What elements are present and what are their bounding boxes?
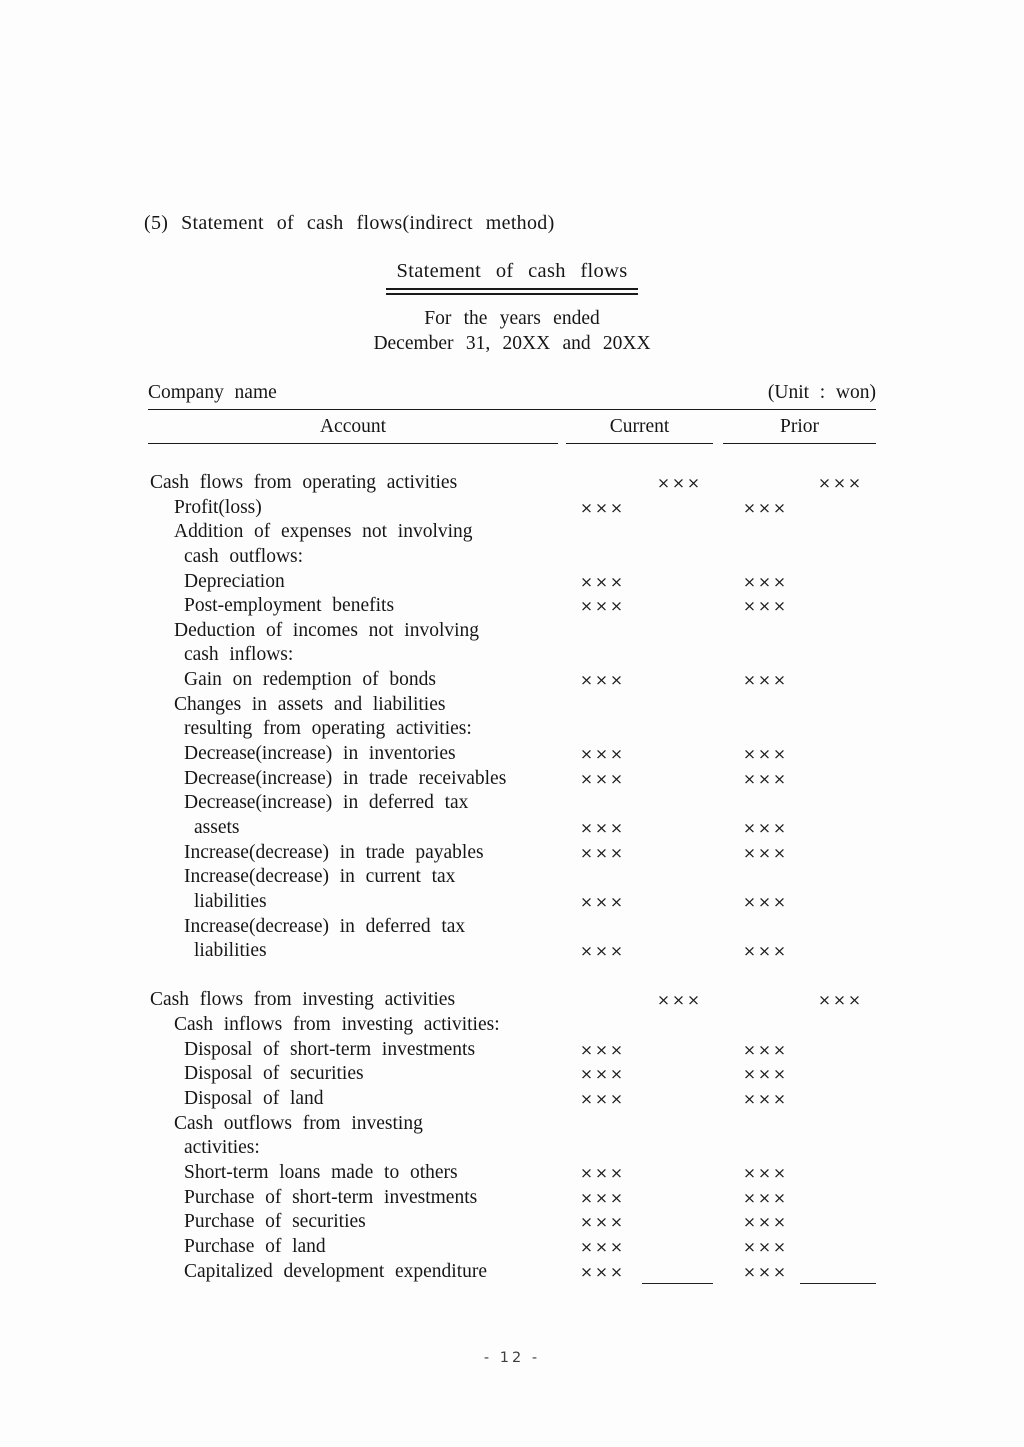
prior-total-amount (800, 1136, 876, 1161)
current-total-amount (642, 865, 713, 890)
account-label: liabilities (194, 940, 267, 962)
table-body (148, 471, 876, 1284)
table-row (148, 643, 876, 668)
account-label: Purchase of land (184, 1235, 326, 1257)
current-detail-amount: ××× (580, 1262, 625, 1281)
column-gap (713, 816, 723, 841)
table-row (148, 791, 876, 816)
current-total-amount (642, 742, 713, 767)
prior-detail-amount (723, 619, 800, 644)
section-heading: (5) Statement of cash flows(indirect method) (144, 212, 555, 234)
column-gap (558, 416, 566, 444)
column-header-current: Current (566, 416, 713, 444)
prior-total-amount (800, 841, 876, 866)
account-label: Depreciation (184, 570, 285, 592)
title-double-rule (386, 288, 638, 295)
table-row (148, 545, 876, 570)
current-detail-amount: ××× (580, 1237, 625, 1256)
current-detail-amount (566, 545, 642, 570)
prior-total-amount (800, 570, 876, 595)
prior-total-amount (800, 668, 876, 693)
current-total-amount (642, 520, 713, 545)
current-total-amount: ××× (657, 991, 702, 1010)
prior-detail-amount (723, 1013, 800, 1038)
prior-detail-amount: ××× (743, 892, 788, 911)
column-gap (713, 1087, 723, 1112)
prior-detail-amount (723, 1112, 800, 1137)
prior-detail-amount (723, 643, 800, 668)
prior-detail-amount (723, 471, 800, 496)
current-total-amount (642, 1161, 713, 1186)
prior-total-amount (800, 791, 876, 816)
column-gap (713, 1013, 723, 1038)
prior-total-amount (800, 545, 876, 570)
prior-total-amount (800, 520, 876, 545)
account-label: Decrease(increase) in deferred tax (184, 792, 469, 814)
prior-detail-amount: ××× (743, 1237, 788, 1256)
prior-detail-amount: ××× (743, 942, 788, 961)
current-detail-amount (566, 791, 642, 816)
account-label: cash outflows: (184, 545, 304, 567)
account-label: Deduction of incomes not involving (174, 619, 480, 641)
column-gap (713, 1112, 723, 1137)
current-total-amount (642, 841, 713, 866)
column-gap (713, 717, 723, 742)
account-label: Addition of expenses not involving (174, 521, 473, 543)
column-gap (713, 619, 723, 644)
prior-total-amount (800, 767, 876, 792)
current-detail-amount (566, 619, 642, 644)
table-row (148, 1087, 876, 1112)
table-row (148, 496, 876, 521)
current-detail-amount: ××× (580, 769, 625, 788)
table-row (148, 594, 876, 619)
column-header-account: Account (148, 416, 558, 444)
account-label: Disposal of short-term investments (184, 1038, 476, 1060)
current-total-amount (642, 890, 713, 915)
prior-total-amount (800, 1038, 876, 1063)
company-name-label: Company name (148, 382, 277, 403)
current-total-amount (642, 545, 713, 570)
column-gap (713, 742, 723, 767)
prior-total-amount (800, 1013, 876, 1038)
prior-total-amount (800, 865, 876, 890)
column-gap (713, 791, 723, 816)
account-label: assets (194, 816, 240, 838)
current-detail-amount (566, 717, 642, 742)
current-total-amount (642, 1210, 713, 1235)
table-row (148, 939, 876, 964)
prior-detail-amount: ××× (743, 843, 788, 862)
column-gap (713, 520, 723, 545)
account-label: cash inflows: (184, 644, 294, 666)
account-label: Disposal of securities (184, 1063, 364, 1085)
current-total-amount (642, 816, 713, 841)
prior-detail-amount: ××× (743, 1163, 788, 1182)
prior-total-amount (800, 594, 876, 619)
prior-detail-amount: ××× (743, 1262, 788, 1281)
current-detail-amount (566, 1013, 642, 1038)
account-label: resulting from operating activities: (184, 718, 472, 740)
current-total-amount (642, 1062, 713, 1087)
account-label: Cash inflows from investing activities: (174, 1014, 500, 1036)
current-detail-amount: ××× (580, 745, 625, 764)
current-detail-amount (566, 915, 642, 940)
table-row (148, 1062, 876, 1087)
prior-detail-amount: ××× (743, 1065, 788, 1084)
account-label: activities: (184, 1137, 260, 1159)
prior-detail-amount (723, 717, 800, 742)
account-label: Disposal of land (184, 1088, 324, 1110)
column-gap (713, 1136, 723, 1161)
current-detail-amount: ××× (580, 498, 625, 517)
column-gap (713, 939, 723, 964)
account-label: Post-employment benefits (184, 595, 395, 617)
prior-detail-amount (723, 1136, 800, 1161)
current-total-amount (642, 643, 713, 668)
column-gap (713, 890, 723, 915)
account-label: Cash outflows from investing (174, 1112, 423, 1134)
prior-detail-amount: ××× (743, 1188, 788, 1207)
current-total-amount (642, 1235, 713, 1260)
prior-total-amount (800, 619, 876, 644)
current-detail-amount (566, 865, 642, 890)
current-total-amount (642, 939, 713, 964)
prior-detail-amount: ××× (743, 818, 788, 837)
table-row (148, 1112, 876, 1137)
column-gap (713, 1062, 723, 1087)
current-detail-amount: ××× (580, 942, 625, 961)
prior-total-amount (800, 643, 876, 668)
prior-total-amount (800, 496, 876, 521)
page-number: - 12 - (483, 1350, 541, 1366)
table-row (148, 520, 876, 545)
column-gap (713, 416, 723, 444)
column-gap (713, 496, 723, 521)
table-row (148, 1136, 876, 1161)
column-gap (713, 693, 723, 718)
account-label: Gain on redemption of bonds (184, 669, 436, 691)
current-detail-amount (566, 643, 642, 668)
account-label: liabilities (194, 890, 267, 912)
current-total-amount (642, 1136, 713, 1161)
column-gap (713, 570, 723, 595)
table-row (148, 841, 876, 866)
table-row (148, 471, 876, 496)
prior-detail-amount: ××× (743, 498, 788, 517)
prior-detail-amount (723, 520, 800, 545)
current-total-amount (642, 915, 713, 940)
account-label: Capitalized development expenditure (184, 1260, 488, 1282)
prior-total-amount (800, 939, 876, 964)
current-total-amount (642, 1087, 713, 1112)
table-row (148, 865, 876, 890)
account-label: Cash flows from operating activities (150, 472, 458, 493)
prior-total-amount (800, 1062, 876, 1087)
prior-detail-amount: ××× (743, 671, 788, 690)
current-detail-amount: ××× (580, 1163, 625, 1182)
column-gap (713, 545, 723, 570)
current-total-amount (642, 1112, 713, 1137)
column-gap (713, 1186, 723, 1211)
prior-detail-amount: ××× (743, 1213, 788, 1232)
table-row (148, 742, 876, 767)
table-header-row (148, 410, 876, 444)
current-detail-amount (566, 520, 642, 545)
account-label: Cash flows from investing activities (150, 989, 456, 1011)
table-row (148, 1038, 876, 1063)
current-detail-amount: ××× (580, 1040, 625, 1059)
account-label: Changes in assets and liabilities (174, 693, 446, 715)
current-total-amount (642, 668, 713, 693)
table-row (148, 1235, 876, 1260)
current-detail-amount: ××× (580, 1065, 625, 1084)
current-detail-amount (566, 1112, 642, 1137)
prior-detail-amount (723, 791, 800, 816)
current-detail-amount: ××× (580, 843, 625, 862)
column-header-prior: Prior (723, 416, 876, 444)
column-gap (713, 865, 723, 890)
account-label: Purchase of securities (184, 1211, 366, 1233)
statement-subtitle-line1: For the years ended (424, 308, 600, 329)
current-detail-amount (566, 471, 642, 496)
table-row (148, 816, 876, 841)
prior-detail-amount: ××× (743, 1040, 788, 1059)
prior-detail-amount (723, 693, 800, 718)
column-gap (713, 668, 723, 693)
column-gap (713, 594, 723, 619)
current-detail-amount (566, 693, 642, 718)
table-row (148, 1013, 876, 1038)
table-row (148, 915, 876, 940)
current-detail-amount: ××× (580, 1213, 625, 1232)
account-label: Short-term loans made to others (184, 1161, 458, 1183)
prior-total-amount (800, 1235, 876, 1260)
current-detail-amount (566, 988, 642, 1013)
table-row (148, 767, 876, 792)
prior-detail-amount (723, 988, 800, 1013)
account-label: Purchase of short-term investments (184, 1186, 478, 1208)
table-row (148, 1161, 876, 1186)
current-detail-amount: ××× (580, 597, 625, 616)
prior-detail-amount: ××× (743, 572, 788, 591)
table-row (148, 1186, 876, 1211)
account-label: Profit(loss) (174, 496, 262, 518)
prior-detail-amount: ××× (743, 769, 788, 788)
table-row (148, 668, 876, 693)
prior-total-amount (800, 1087, 876, 1112)
prior-total-amount (800, 1210, 876, 1235)
current-total-amount (642, 619, 713, 644)
current-total-amount (642, 1186, 713, 1211)
prior-detail-amount (723, 865, 800, 890)
prior-detail-amount (723, 915, 800, 940)
statement-title-block (0, 260, 1024, 295)
current-detail-amount (566, 1136, 642, 1161)
column-gap (713, 643, 723, 668)
table-row (148, 988, 876, 1013)
table-row (148, 890, 876, 915)
cash-flow-table (148, 382, 876, 1284)
column-gap (713, 1235, 723, 1260)
table-row (148, 570, 876, 595)
account-label: Decrease(increase) in inventories (184, 743, 456, 765)
unit-label: (Unit : won) (767, 382, 876, 403)
account-label: Increase(decrease) in deferred tax (184, 915, 466, 937)
prior-total-amount (800, 717, 876, 742)
current-detail-amount: ××× (580, 892, 625, 911)
column-gap (713, 1161, 723, 1186)
prior-total-amount (800, 915, 876, 940)
prior-total-amount (800, 742, 876, 767)
spacer-row (148, 964, 876, 989)
table-row (148, 1260, 876, 1285)
prior-total-amount (800, 816, 876, 841)
prior-total-amount: ××× (818, 991, 863, 1010)
current-detail-amount: ××× (580, 572, 625, 591)
prior-detail-amount: ××× (743, 597, 788, 616)
column-gap (713, 767, 723, 792)
prior-detail-amount: ××× (743, 1090, 788, 1109)
current-detail-amount: ××× (580, 1188, 625, 1207)
column-gap (713, 915, 723, 940)
table-row (148, 693, 876, 718)
current-total-amount (642, 767, 713, 792)
current-total-amount: ××× (657, 474, 702, 492)
prior-detail-amount (723, 545, 800, 570)
account-label: Increase(decrease) in trade payables (184, 841, 484, 863)
current-total-amount (642, 570, 713, 595)
prior-total-amount (800, 890, 876, 915)
prior-total-amount (800, 693, 876, 718)
table-caption-row (148, 382, 876, 410)
account-label: Increase(decrease) in current tax (184, 866, 456, 888)
prior-total-amount (800, 1186, 876, 1211)
current-total-amount (642, 1038, 713, 1063)
current-total-amount (642, 496, 713, 521)
table-row (148, 619, 876, 644)
table-row (148, 717, 876, 742)
current-total-amount (642, 693, 713, 718)
current-total-amount (642, 594, 713, 619)
current-detail-amount: ××× (580, 818, 625, 837)
prior-total-amount (800, 1260, 876, 1285)
prior-total-amount (800, 1112, 876, 1137)
current-detail-amount: ××× (580, 1090, 625, 1109)
column-gap (713, 471, 723, 496)
prior-total-amount (800, 1161, 876, 1186)
column-gap (713, 1260, 723, 1285)
prior-detail-amount: ××× (743, 745, 788, 764)
current-total-amount (642, 717, 713, 742)
current-detail-amount: ××× (580, 671, 625, 690)
column-gap (713, 841, 723, 866)
column-gap (713, 988, 723, 1013)
current-total-amount (642, 1013, 713, 1038)
statement-title: Statement of cash flows (396, 260, 628, 282)
table-row (148, 1210, 876, 1235)
prior-total-amount: ××× (818, 474, 863, 492)
column-gap (713, 1210, 723, 1235)
current-total-amount (642, 791, 713, 816)
current-total-amount (642, 1260, 713, 1285)
column-gap (713, 1038, 723, 1063)
statement-subtitle-line2: December 31, 20XX and 20XX (373, 333, 651, 354)
account-label: Decrease(increase) in trade receivables (184, 767, 507, 789)
